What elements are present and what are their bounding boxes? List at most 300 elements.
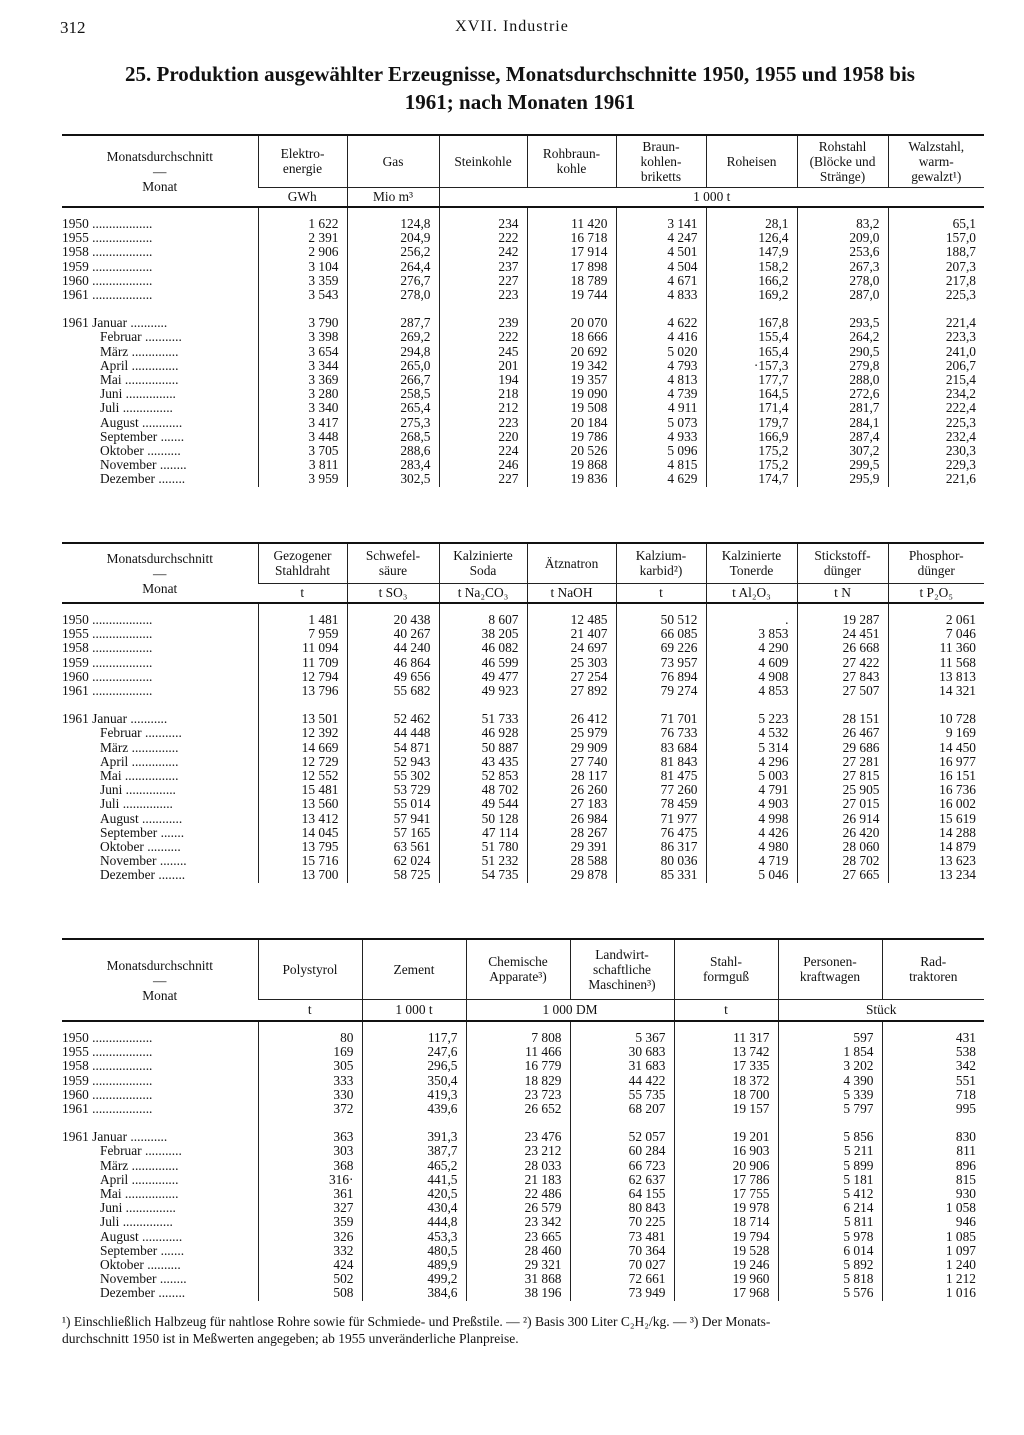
stub-line-1: Monatsdurchschnitt xyxy=(106,550,213,566)
cell-value: 4 719 xyxy=(706,854,797,868)
cell-value: 20 438 xyxy=(347,613,439,627)
cell-value: 5 046 xyxy=(706,868,797,882)
col-header-text: Braun- kohlen- briketts xyxy=(640,138,682,184)
col-header xyxy=(527,543,616,583)
cell-value: 223,3 xyxy=(888,330,984,344)
cell-value: 71 701 xyxy=(616,712,706,726)
cell-value: 12 392 xyxy=(258,726,347,740)
cell-value: 77 260 xyxy=(616,783,706,797)
table-row xyxy=(62,330,984,344)
cell-value: 26 579 xyxy=(466,1201,570,1215)
cell-value: 49 923 xyxy=(439,684,527,698)
cell-value: 15 716 xyxy=(258,854,347,868)
cell-value: 14 879 xyxy=(888,840,984,854)
table-row xyxy=(62,613,984,627)
cell-value: 5 211 xyxy=(778,1144,882,1158)
cell-value: 234,2 xyxy=(888,387,984,401)
cell-value: 17 968 xyxy=(674,1286,778,1300)
cell-value: 237 xyxy=(439,260,527,274)
unit-label: t Na₂CO₃ xyxy=(439,583,527,603)
cell-value: 3 543 xyxy=(258,288,347,302)
cell-value: 4 671 xyxy=(616,274,706,288)
cell-value: 26 914 xyxy=(797,812,888,826)
cell-value: 811 xyxy=(882,1144,984,1158)
cell-value: 245 xyxy=(439,345,527,359)
cell-value: 19 786 xyxy=(527,430,616,444)
cell-value: 3 280 xyxy=(258,387,347,401)
cell-value: 995 xyxy=(882,1102,984,1116)
cell-value: 1 212 xyxy=(882,1272,984,1286)
cell-value: 815 xyxy=(882,1173,984,1187)
cell-value: 21 183 xyxy=(466,1173,570,1187)
cell-value: 4 833 xyxy=(616,288,706,302)
cell-value: 28 033 xyxy=(466,1159,570,1173)
cell-value: 431 xyxy=(882,1031,984,1045)
cell-value: 4 911 xyxy=(616,401,706,415)
row-label: 1961 Januar ........... xyxy=(62,1129,168,1145)
title-line-1: 25. Produktion ausgewählter Erzeugnisse, Monatsdurchschnitte 1950, 1955 und 1958 bis xyxy=(125,62,915,86)
table-row xyxy=(62,387,984,401)
cell-value: 14 288 xyxy=(888,826,984,840)
cell-value: 201 xyxy=(439,359,527,373)
cell-value: 13 560 xyxy=(258,797,347,811)
unit-label: 1 000 t xyxy=(362,999,466,1021)
cell-value: 70 364 xyxy=(570,1244,674,1258)
cell-value: 502 xyxy=(258,1272,362,1286)
cell-value: 242 xyxy=(439,245,527,259)
cell-value: 23 342 xyxy=(466,1215,570,1229)
cell-value: 17 914 xyxy=(527,245,616,259)
cell-value: 266,7 xyxy=(347,373,439,387)
cell-value: 38 196 xyxy=(466,1286,570,1300)
row-label: Mai ................ xyxy=(100,1186,179,1202)
cell-value: 64 155 xyxy=(570,1187,674,1201)
cell-value: 175,2 xyxy=(706,444,797,458)
col-header-text: Gas xyxy=(382,153,404,169)
cell-value: 157,0 xyxy=(888,231,984,245)
cell-value: 420,5 xyxy=(362,1187,466,1201)
cell-value: 1 240 xyxy=(882,1258,984,1272)
cell-value: 3 359 xyxy=(258,274,347,288)
col-header-text: Kalzium- karbid²) xyxy=(635,548,687,579)
row-label: 1960 .................. xyxy=(62,1086,153,1102)
cell-value: 12 794 xyxy=(258,670,347,684)
row-label: Dezember ........ xyxy=(100,867,186,883)
cell-value: 465,2 xyxy=(362,1159,466,1173)
row-label: August ............ xyxy=(100,414,183,430)
cell-value: 3 398 xyxy=(258,330,347,344)
table-row xyxy=(62,472,984,486)
table-row xyxy=(62,288,984,302)
cell-value: 3 141 xyxy=(616,217,706,231)
cell-value: 29 878 xyxy=(527,868,616,882)
cell-value: 4 908 xyxy=(706,670,797,684)
footnote-line-1: ¹) Einschließlich Halbzeug für nahtlose Rohre sowie für Schmiede- und Preßstile. — ²) Basis 300 Liter C₂H₂/kg. — ³) Der Monats- xyxy=(62,1314,771,1329)
col-header xyxy=(527,135,616,187)
row-label: März .............. xyxy=(100,1157,179,1173)
cell-value: 19 794 xyxy=(674,1230,778,1244)
cell-value: 290,5 xyxy=(797,345,888,359)
cell-value: 26 668 xyxy=(797,641,888,655)
cell-value: 278,0 xyxy=(347,288,439,302)
cell-value: 4 791 xyxy=(706,783,797,797)
cell-value: 166,9 xyxy=(706,430,797,444)
cell-value: 80 843 xyxy=(570,1201,674,1215)
cell-value: 27 892 xyxy=(527,684,616,698)
cell-value: 27 843 xyxy=(797,670,888,684)
row-label: 1958 .................. xyxy=(62,1058,153,1074)
cell-value: 19 868 xyxy=(527,458,616,472)
row-label: Februar ........... xyxy=(100,329,182,345)
cell-value: 12 552 xyxy=(258,769,347,783)
table-row xyxy=(62,1045,984,1059)
cell-value: 76 475 xyxy=(616,826,706,840)
cell-value: 13 742 xyxy=(674,1045,778,1059)
col-header xyxy=(797,135,888,187)
cell-value: 23 665 xyxy=(466,1230,570,1244)
cell-value: 221,6 xyxy=(888,472,984,486)
col-header-text: Stahl- formguß xyxy=(702,954,750,985)
col-header-text: Rohstahl (Blöcke und Stränge) xyxy=(809,138,876,184)
col-header-text: Elektro- energie xyxy=(280,146,325,177)
cell-value: 419,3 xyxy=(362,1088,466,1102)
cell-value: 11 420 xyxy=(527,217,616,231)
cell-value: 3 654 xyxy=(258,345,347,359)
cell-value: 5 367 xyxy=(570,1031,674,1045)
cell-value: 4 501 xyxy=(616,245,706,259)
col-header-text: Zement xyxy=(393,961,435,977)
cell-value: 57 165 xyxy=(347,826,439,840)
cell-value: 28 588 xyxy=(527,854,616,868)
cell-value: 29 321 xyxy=(466,1258,570,1272)
cell-value: 38 205 xyxy=(439,627,527,641)
row-label: Juni ............... xyxy=(100,782,176,798)
cell-value: 316· xyxy=(258,1173,362,1187)
row-label: 1959 .................. xyxy=(62,654,153,670)
col-header-text: Walzstahl, warm- gewalzt¹) xyxy=(908,138,965,184)
cell-value: 4 504 xyxy=(616,260,706,274)
cell-value: 5 576 xyxy=(778,1286,882,1300)
cell-value: 25 905 xyxy=(797,783,888,797)
cell-value: 28 060 xyxy=(797,840,888,854)
cell-value: 24 697 xyxy=(527,641,616,655)
cell-value: 14 045 xyxy=(258,826,347,840)
cell-value: 23 723 xyxy=(466,1088,570,1102)
row-label: August ............ xyxy=(100,810,183,826)
table-row xyxy=(62,1088,984,1102)
cell-value: 27 665 xyxy=(797,868,888,882)
cell-value: 19 508 xyxy=(527,401,616,415)
cell-value: 223 xyxy=(439,288,527,302)
cell-value: 597 xyxy=(778,1031,882,1045)
cell-value: 26 412 xyxy=(527,712,616,726)
unit-label: GWh xyxy=(258,187,347,207)
col-header-text: Stickstoff- dünger xyxy=(814,548,871,579)
col-header xyxy=(616,543,706,583)
cell-value: 391,3 xyxy=(362,1130,466,1144)
cell-value: 20 906 xyxy=(674,1159,778,1173)
cell-value: 241,0 xyxy=(888,345,984,359)
cell-value: 12 485 xyxy=(527,613,616,627)
cell-value: 16 151 xyxy=(888,769,984,783)
table-row xyxy=(62,769,984,783)
cell-value: 225,3 xyxy=(888,416,984,430)
row-label: März .............. xyxy=(100,343,179,359)
cell-value: 3 811 xyxy=(258,458,347,472)
cell-value: 16 002 xyxy=(888,797,984,811)
cell-value: 3 959 xyxy=(258,472,347,486)
col-header xyxy=(258,543,347,583)
cell-value: 24 451 xyxy=(797,627,888,641)
row-label: 1955 .................. xyxy=(62,230,153,246)
row-label: 1958 .................. xyxy=(62,640,153,656)
row-label: 1960 .................. xyxy=(62,668,153,684)
table-row xyxy=(62,1130,984,1144)
cell-value: 46 928 xyxy=(439,726,527,740)
cell-value: 307,2 xyxy=(797,444,888,458)
table-row xyxy=(62,245,984,259)
stub-header xyxy=(62,939,258,1021)
cell-value: 3 448 xyxy=(258,430,347,444)
unit-label: t xyxy=(674,999,778,1021)
cell-value: 4 622 xyxy=(616,316,706,330)
cell-value: 49 656 xyxy=(347,670,439,684)
cell-value: 62 637 xyxy=(570,1173,674,1187)
cell-value: 372 xyxy=(258,1102,362,1116)
cell-value: 276,7 xyxy=(347,274,439,288)
cell-value: 70 225 xyxy=(570,1215,674,1229)
col-header-text: Phosphor- dünger xyxy=(908,548,964,579)
cell-value: 223 xyxy=(439,416,527,430)
cell-value: 8 607 xyxy=(439,613,527,627)
cell-value: 43 435 xyxy=(439,755,527,769)
cell-value: 25 979 xyxy=(527,726,616,740)
cell-value: 17 898 xyxy=(527,260,616,274)
cell-value: 508 xyxy=(258,1286,362,1300)
cell-value: 294,8 xyxy=(347,345,439,359)
table-row xyxy=(62,217,984,231)
cell-value: 258,5 xyxy=(347,387,439,401)
cell-value: 20 184 xyxy=(527,416,616,430)
cell-value: 52 853 xyxy=(439,769,527,783)
cell-value: 72 661 xyxy=(570,1272,674,1286)
footnotes xyxy=(62,1313,984,1347)
cell-value: 165,4 xyxy=(706,345,797,359)
cell-value: 169 xyxy=(258,1045,362,1059)
cell-value: 158,2 xyxy=(706,260,797,274)
cell-value: 19 201 xyxy=(674,1130,778,1144)
cell-value: 3 340 xyxy=(258,401,347,415)
cell-value: 361 xyxy=(258,1187,362,1201)
cell-value: 13 623 xyxy=(888,854,984,868)
row-label: 1955 .................. xyxy=(62,1044,153,1060)
page-header xyxy=(0,18,1024,40)
table-row xyxy=(62,458,984,472)
row-label: 1961 .................. xyxy=(62,1101,153,1117)
col-header xyxy=(706,543,797,583)
unit-label: t xyxy=(258,583,347,603)
cell-value: 177,7 xyxy=(706,373,797,387)
cell-value: 19 836 xyxy=(527,472,616,486)
unit-label: t Al₂O₃ xyxy=(706,583,797,603)
cell-value: 28 117 xyxy=(527,769,616,783)
cell-value: 333 xyxy=(258,1074,362,1088)
cell-value: 50 128 xyxy=(439,812,527,826)
cell-value: 264,2 xyxy=(797,330,888,344)
cell-value: 81 843 xyxy=(616,755,706,769)
cell-value: 86 317 xyxy=(616,840,706,854)
row-label: März .............. xyxy=(100,739,179,755)
cell-value: 384,6 xyxy=(362,1286,466,1300)
cell-value: 538 xyxy=(882,1045,984,1059)
cell-value: 5 020 xyxy=(616,345,706,359)
cell-value: 332 xyxy=(258,1244,362,1258)
cell-value: 50 887 xyxy=(439,741,527,755)
cell-value: 4 390 xyxy=(778,1074,882,1088)
cell-value: 65,1 xyxy=(888,217,984,231)
row-label: September ....... xyxy=(100,1242,185,1258)
cell-value: 55 682 xyxy=(347,684,439,698)
cell-value: 46 864 xyxy=(347,656,439,670)
cell-value: 15 481 xyxy=(258,783,347,797)
stub-header xyxy=(62,135,258,207)
cell-value: 49 477 xyxy=(439,670,527,684)
stub-header xyxy=(62,543,258,603)
cell-value: 499,2 xyxy=(362,1272,466,1286)
cell-value: 296,5 xyxy=(362,1059,466,1073)
cell-value: 288,6 xyxy=(347,444,439,458)
cell-value: 14 321 xyxy=(888,684,984,698)
cell-value: 281,7 xyxy=(797,401,888,415)
cell-value: 31 868 xyxy=(466,1272,570,1286)
cell-value: 20 526 xyxy=(527,444,616,458)
table-row xyxy=(62,1102,984,1116)
row-label: Dezember ........ xyxy=(100,471,186,487)
cell-value: 25 303 xyxy=(527,656,616,670)
cell-value: 4 903 xyxy=(706,797,797,811)
cell-value: 11 317 xyxy=(674,1031,778,1045)
row-label: September ....... xyxy=(100,428,185,444)
cell-value: 13 796 xyxy=(258,684,347,698)
cell-value: 368 xyxy=(258,1159,362,1173)
cell-value: 51 780 xyxy=(439,840,527,854)
cell-value: 229,3 xyxy=(888,458,984,472)
unit-label: t P₂O₅ xyxy=(888,583,984,603)
row-label: November ........ xyxy=(100,853,187,869)
cell-value: 232,4 xyxy=(888,430,984,444)
cell-value: 11 709 xyxy=(258,656,347,670)
cell-value: 3 344 xyxy=(258,359,347,373)
row-label: 1961 .................. xyxy=(62,683,153,699)
cell-value: 19 528 xyxy=(674,1244,778,1258)
cell-value: 227 xyxy=(439,274,527,288)
cell-value: 19 246 xyxy=(674,1258,778,1272)
cell-value: 66 723 xyxy=(570,1159,674,1173)
cell-value: 3 417 xyxy=(258,416,347,430)
col-header xyxy=(570,939,674,999)
cell-value: 19 978 xyxy=(674,1201,778,1215)
cell-value: 44 448 xyxy=(347,726,439,740)
cell-value: 3 790 xyxy=(258,316,347,330)
cell-value: 946 xyxy=(882,1215,984,1229)
cell-value: 48 702 xyxy=(439,783,527,797)
cell-value: 299,5 xyxy=(797,458,888,472)
cell-value: 326 xyxy=(258,1230,362,1244)
stub-line-1: Monatsdurchschnitt xyxy=(106,957,213,973)
cell-value: 718 xyxy=(882,1088,984,1102)
cell-value: 147,9 xyxy=(706,245,797,259)
col-header xyxy=(674,939,778,999)
cell-value: 28,1 xyxy=(706,217,797,231)
row-label: 1961 Januar ........... xyxy=(62,315,168,331)
cell-value: 265,4 xyxy=(347,401,439,415)
unit-label: Mio m³ xyxy=(347,187,439,207)
cell-value: 212 xyxy=(439,401,527,415)
row-label: April .............. xyxy=(100,357,179,373)
table-row xyxy=(62,1059,984,1073)
cell-value: 28 267 xyxy=(527,826,616,840)
cell-value: 5 073 xyxy=(616,416,706,430)
cell-value: 10 728 xyxy=(888,712,984,726)
cell-value: 31 683 xyxy=(570,1059,674,1073)
cell-value: 26 260 xyxy=(527,783,616,797)
table-row xyxy=(62,641,984,655)
row-label: 1961 Januar ........... xyxy=(62,711,168,727)
table-row xyxy=(62,755,984,769)
row-label: 1959 .................. xyxy=(62,258,153,274)
table-energy-metals xyxy=(62,134,984,487)
cell-value: 80 036 xyxy=(616,854,706,868)
cell-value: 9 169 xyxy=(888,726,984,740)
cell-value: 287,4 xyxy=(797,430,888,444)
cell-value: 27 281 xyxy=(797,755,888,769)
stub-line-2: — xyxy=(153,972,167,988)
cell-value: 66 085 xyxy=(616,627,706,641)
cell-value: 5 856 xyxy=(778,1130,882,1144)
cell-value: 221,4 xyxy=(888,316,984,330)
cell-value: 55 735 xyxy=(570,1088,674,1102)
cell-value: 11 360 xyxy=(888,641,984,655)
cell-value: 3 369 xyxy=(258,373,347,387)
footnote-line-2: durchschnitt 1950 ist in Meßwerten angegeben; ab 1955 unveränderliche Planpreise. xyxy=(62,1331,519,1346)
cell-value: 23 212 xyxy=(466,1144,570,1158)
cell-value: 4 426 xyxy=(706,826,797,840)
cell-value: 27 183 xyxy=(527,797,616,811)
cell-value: 264,4 xyxy=(347,260,439,274)
col-header-text: Landwirt- schaftliche Maschinen³) xyxy=(588,946,656,992)
col-header-text: Personen- kraftwagen xyxy=(799,954,861,985)
table-row xyxy=(62,1258,984,1272)
cell-value: 5 181 xyxy=(778,1173,882,1187)
cell-value: 18 372 xyxy=(674,1074,778,1088)
cell-value: 256,2 xyxy=(347,245,439,259)
cell-value: 49 544 xyxy=(439,797,527,811)
cell-value: 11 094 xyxy=(258,641,347,655)
col-header-text: Rohbraun- kohle xyxy=(542,146,601,177)
table-row xyxy=(62,783,984,797)
row-label: 1959 .................. xyxy=(62,1072,153,1088)
cell-value: 26 420 xyxy=(797,826,888,840)
cell-value: 1 016 xyxy=(882,1286,984,1300)
cell-value: 62 024 xyxy=(347,854,439,868)
row-label: Juli ............... xyxy=(100,400,173,416)
col-header-text: Kalzinierte Soda xyxy=(453,548,513,579)
col-header xyxy=(258,135,347,187)
cell-value: 52 943 xyxy=(347,755,439,769)
cell-value: 330 xyxy=(258,1088,362,1102)
title-line-2: 1961; nach Monaten 1961 xyxy=(404,90,636,114)
row-label: 1958 .................. xyxy=(62,244,153,260)
